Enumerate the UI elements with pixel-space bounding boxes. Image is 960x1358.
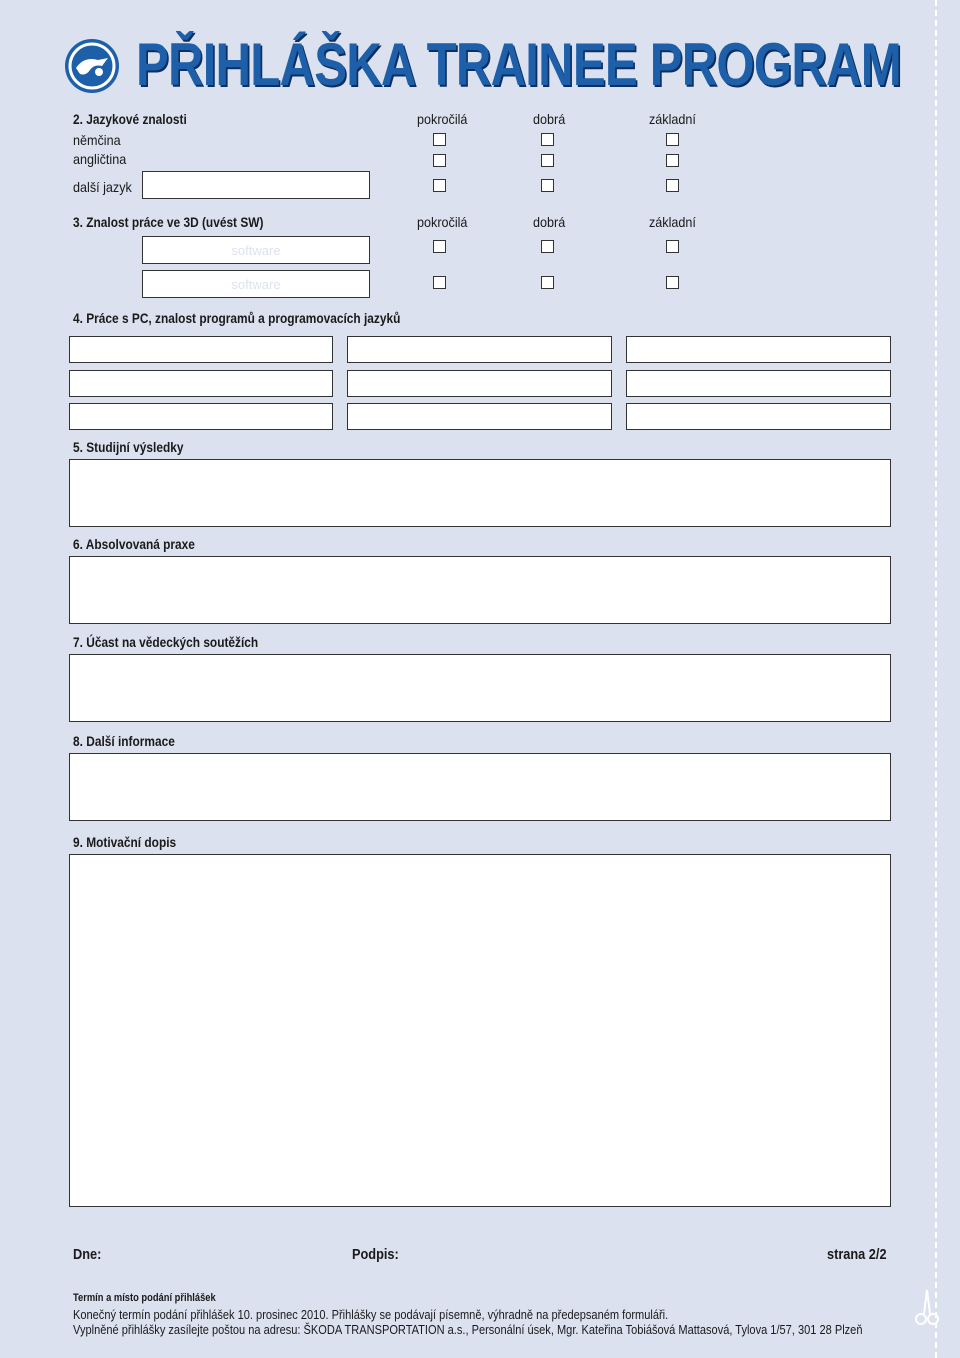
competitions-textarea[interactable]	[69, 654, 891, 722]
checkbox-english-advanced[interactable]	[433, 154, 446, 167]
pc-skill-input[interactable]	[347, 336, 612, 363]
other-language-input[interactable]	[142, 171, 370, 199]
practice-textarea[interactable]	[69, 556, 891, 624]
date-label: Dne:	[73, 1246, 102, 1263]
column-header-advanced: pokročilá	[417, 111, 468, 127]
cut-line	[935, 0, 937, 1358]
language-label-english: angličtina	[73, 151, 127, 167]
section-heading-pc-skills: 4. Práce s PC, znalost programů a programovacích jazyků	[73, 310, 401, 326]
checkbox-sw1-good[interactable]	[541, 240, 554, 253]
pc-skill-input[interactable]	[347, 403, 612, 430]
column-header-basic: základní	[649, 111, 696, 127]
pc-skill-input[interactable]	[626, 336, 891, 363]
pc-skill-input[interactable]	[626, 370, 891, 397]
language-label-german: němčina	[73, 132, 121, 148]
section-heading-languages: 2. Jazykové znalosti	[73, 111, 187, 127]
checkbox-german-advanced[interactable]	[433, 133, 446, 146]
footer-address-text: Vyplněné přihlášky zasílejte poštou na adresu: ŠKODA TRANSPORTATION a.s., Personální úsek, Mgr. Kateřina Tobiášová Mattasová, Tylova 1/57, 301 28 Plzeň	[73, 1322, 863, 1337]
column-header-good: dobrá	[533, 111, 566, 127]
checkbox-other-basic[interactable]	[666, 179, 679, 192]
checkbox-german-good[interactable]	[541, 133, 554, 146]
checkbox-sw1-advanced[interactable]	[433, 240, 446, 253]
checkbox-sw2-good[interactable]	[541, 276, 554, 289]
software-input-1[interactable]: software	[142, 236, 370, 264]
pc-skill-input[interactable]	[626, 403, 891, 430]
signature-label: Podpis:	[352, 1246, 399, 1263]
section-heading-3d: 3. Znalost práce ve 3D (uvést SW)	[73, 214, 264, 230]
study-results-textarea[interactable]	[69, 459, 891, 527]
other-info-textarea[interactable]	[69, 753, 891, 821]
checkbox-english-basic[interactable]	[666, 154, 679, 167]
checkbox-other-good[interactable]	[541, 179, 554, 192]
section-heading-motivation: 9. Motivační dopis	[73, 834, 177, 850]
column-header-basic-3d: základní	[649, 214, 696, 230]
pc-skill-input[interactable]	[69, 403, 333, 430]
language-label-other: další jazyk	[73, 179, 132, 195]
pc-skill-input[interactable]	[69, 370, 333, 397]
section-heading-competitions: 7. Účast na vědeckých soutěžích	[73, 634, 259, 650]
column-header-good-3d: dobrá	[533, 214, 566, 230]
page-number: strana 2/2	[827, 1246, 887, 1263]
footer-heading: Termín a místo podání přihlášek	[73, 1292, 216, 1304]
checkbox-sw2-basic[interactable]	[666, 276, 679, 289]
section-heading-other-info: 8. Další informace	[73, 733, 175, 749]
footer-deadline-text: Konečný termín podání přihlášek 10. prosinec 2010. Přihlášky se podávají písemně, výhradně na předepsaném formuláři.	[73, 1307, 669, 1322]
scissors-icon	[912, 1288, 942, 1328]
checkbox-sw1-basic[interactable]	[666, 240, 679, 253]
section-heading-study-results: 5. Studijní výsledky	[73, 439, 184, 455]
pc-skill-input[interactable]	[347, 370, 612, 397]
page-title: PŘIHLÁŠKA TRAINEE PROGRAM	[136, 31, 901, 98]
section-heading-practice: 6. Absolvovaná praxe	[73, 536, 195, 552]
software-input-2[interactable]: software	[142, 270, 370, 298]
checkbox-english-good[interactable]	[541, 154, 554, 167]
column-header-advanced-3d: pokročilá	[417, 214, 468, 230]
skoda-logo-icon	[64, 38, 120, 94]
checkbox-german-basic[interactable]	[666, 133, 679, 146]
pc-skill-input[interactable]	[69, 336, 333, 363]
checkbox-other-advanced[interactable]	[433, 179, 446, 192]
motivation-letter-textarea[interactable]	[69, 854, 891, 1207]
checkbox-sw2-advanced[interactable]	[433, 276, 446, 289]
